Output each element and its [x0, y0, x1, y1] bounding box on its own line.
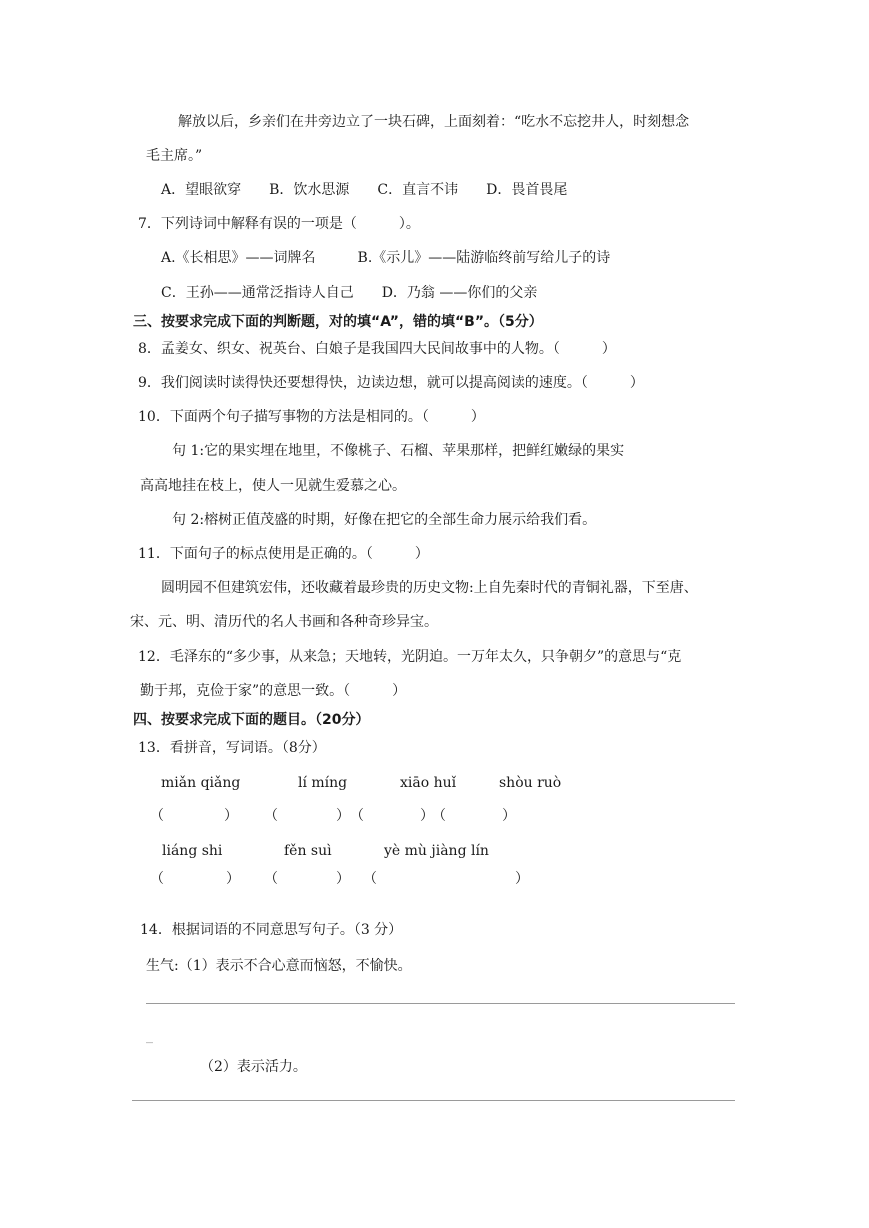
q10-stem: 10．下面两个句子描写事物的方法是相同的。（ ） [138, 409, 485, 425]
section-4-heading: 四、按要求完成下面的题目。（20分） [133, 712, 370, 728]
q13-stem: 13．看拼音，写词语。（8分） [138, 740, 326, 756]
answer-box-1[interactable] [150, 806, 238, 826]
answer-line-dash: _ [146, 1028, 153, 1044]
q7-options-ab: A.《长相思》——词牌名 B.《示儿》——陆游临终前写给儿子的诗 [161, 250, 611, 266]
bracket-open: （ [363, 871, 377, 887]
answer-box-3[interactable] [350, 806, 434, 826]
q14-meaning-1: 生气:（1）表示不合心意而恼怒，不愉快。 [146, 958, 412, 974]
q12-stem-cont: 勤于邦，克俭于家”的意思一致。（ ） [140, 683, 407, 699]
bracket-open: （ [150, 871, 164, 887]
pinyin-5: liáng shi [162, 843, 223, 859]
bracket-open: （ [350, 808, 364, 824]
bracket-close: ） [224, 808, 238, 824]
bracket-open: （ [150, 808, 164, 824]
bracket-close: ） [336, 808, 350, 824]
pinyin-6: fěn suì [284, 843, 332, 859]
passage-line-1: 解放以后，乡亲们在井旁边立了一块石碑，上面刻着：“吃水不忘挖井人，时刻想念 [178, 114, 690, 130]
q14-stem: 14．根据词语的不同意思写句子。（3 分） [140, 922, 403, 938]
answer-box-5[interactable] [150, 869, 240, 889]
q9: 9．我们阅读时读得快还要想得快，边读边想，就可以提高阅读的速度。（ ） [138, 375, 644, 391]
q11-sentence-b: 宋、元、明、清历代的名人书画和各种奇珍异宝。 [130, 614, 438, 630]
pinyin-7: yè mù jiàng lín [384, 843, 489, 859]
q6-options: A．望眼欲穿 B．饮水思源 C．直言不讳 D．畏首畏尾 [161, 182, 568, 198]
passage-line-2: 毛主席。” [146, 148, 203, 164]
bracket-close: ） [336, 871, 350, 887]
pinyin-2: lí míng [298, 775, 348, 791]
q7-stem: 7．下列诗词中解释有误的一项是（ ）。 [138, 216, 420, 232]
section-3-heading: 三、按要求完成下面的判断题，对的填“A”，错的填“B”。（5分） [133, 314, 543, 330]
q11-stem: 11．下面句子的标点使用是正确的。（ ） [138, 546, 429, 562]
bracket-open: （ [432, 808, 446, 824]
q8: 8．孟姜女、织女、祝英台、白娘子是我国四大民间故事中的人物。（ ） [138, 341, 616, 357]
pinyin-3: xiāo huǐ [400, 775, 457, 791]
bracket-open: （ [264, 871, 278, 887]
answer-box-7[interactable] [363, 869, 529, 889]
answer-line-2[interactable] [132, 1100, 735, 1101]
answer-line-1[interactable] [146, 1003, 735, 1004]
answer-box-4[interactable] [432, 806, 516, 826]
q14-meaning-2: （2）表示活力。 [200, 1059, 307, 1075]
pinyin-4: shòu ruò [499, 775, 562, 791]
q10-sentence-2: 句 2:榕树正值茂盛的时期，好像在把它的全部生命力展示给我们看。 [172, 512, 597, 528]
answer-box-2[interactable] [264, 806, 350, 826]
bracket-close: ） [226, 871, 240, 887]
answer-box-6[interactable] [264, 869, 350, 889]
bracket-close: ） [502, 808, 516, 824]
pinyin-1: miǎn qiǎng [161, 775, 241, 791]
bracket-open: （ [264, 808, 278, 824]
q10-sentence-1b: 高高地挂在枝上，使人一见就生爱慕之心。 [140, 478, 406, 494]
q12-stem: 12．毛泽东的“多少事，从来急；天地转，光阴迫。一万年太久，只争朝夕”的意思与“克 [138, 649, 682, 665]
q11-sentence-a: 圆明园不但建筑宏伟，还收藏着最珍贵的历史文物:上自先秦时代的青铜礼器，下至唐、 [161, 580, 698, 596]
bracket-close: ） [420, 808, 434, 824]
q7-options-cd: C．王孙——通常泛指诗人自己 D．乃翁 ——你们的父亲 [161, 285, 538, 301]
bracket-close: ） [515, 871, 529, 887]
q10-sentence-1a: 句 1:它的果实埋在地里，不像桃子、石榴、苹果那样，把鲜红嫩绿的果实 [172, 443, 625, 459]
